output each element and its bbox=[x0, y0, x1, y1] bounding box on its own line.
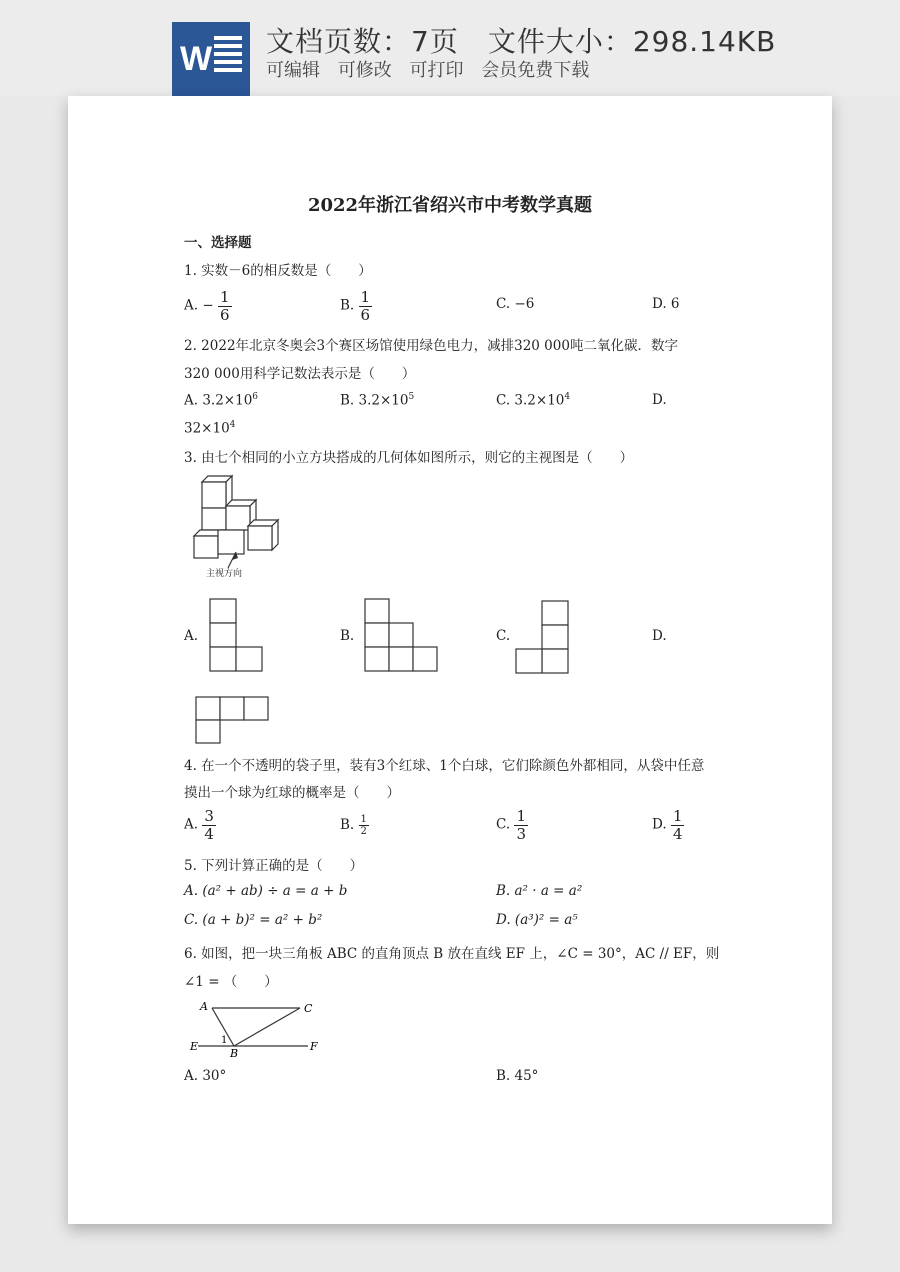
q4-option-b: B. $\frac{1}{2}$ bbox=[340, 814, 367, 837]
feature-printable: 可打印 bbox=[409, 60, 464, 81]
section-heading: 一、选择题 bbox=[184, 235, 252, 251]
q5-option-c: C. (a + b)² = a² + b² bbox=[184, 912, 323, 928]
q6-label-a: A bbox=[200, 1000, 208, 1013]
q6-stem-line1: 6. 如图，把一块三角板 ABC 的直角顶点 B 放在直线 EF 上，∠C = 30°，AC // EF，则 bbox=[184, 946, 720, 962]
q3-option-b: B. bbox=[340, 628, 355, 644]
q6-label-angle1: 1 bbox=[221, 1035, 228, 1046]
feature-member-download: 会员免费下载 bbox=[481, 60, 590, 81]
q6-label-b: B bbox=[230, 1047, 239, 1060]
feature-modifiable: 可修改 bbox=[337, 60, 392, 81]
word-logo-letter: W bbox=[180, 40, 213, 78]
q2-option-c: C. $3.2\times 10^4$ bbox=[496, 392, 571, 409]
q3-option-b-figure bbox=[363, 598, 443, 672]
q6-triangle-figure bbox=[188, 996, 328, 1058]
q6-label-f: F bbox=[310, 1040, 318, 1053]
q2-option-b: B. $3.2\times 10^5$ bbox=[340, 392, 415, 409]
word-logo-lines bbox=[214, 36, 242, 76]
q4-stem-line1: 4. 在一个不透明的袋子里，装有3个红球、1个白球，它们除颜色外都相同，从袋中任意 bbox=[184, 758, 705, 774]
q1-option-b: B. $\frac{1}{6}$ bbox=[340, 288, 371, 324]
q4-option-d: D. $\frac{1}{4}$ bbox=[652, 807, 683, 843]
q1-option-d: D. 6 bbox=[652, 296, 680, 312]
doc-title: 2022年浙江省绍兴市中考数学真题 bbox=[307, 195, 593, 216]
q3-option-c-figure bbox=[516, 600, 572, 674]
q3-option-c: C. bbox=[496, 628, 511, 644]
q2-stem-line2: 320 000用科学记数法表示是（ ） bbox=[184, 366, 416, 382]
q5-option-d: D. (a³)² = a⁵ bbox=[496, 912, 578, 928]
q3-stem: 3. 由七个相同的小立方块搭成的几何体如图所示，则它的主视图是（ ） bbox=[184, 450, 634, 466]
doc-info-title: 文档页数：7页 文件大小：298.14KB bbox=[266, 25, 777, 58]
q3-option-a-figure bbox=[208, 598, 264, 672]
doc-features bbox=[266, 56, 601, 82]
q3-option-d-figure bbox=[194, 696, 274, 746]
q2-option-d-label: D. bbox=[652, 392, 667, 408]
word-doc-icon bbox=[172, 22, 250, 96]
q6-stem-line2: ∠1 = （ ） bbox=[184, 974, 278, 990]
q1-option-a: A. − $\frac{1}{6}$ bbox=[184, 288, 230, 324]
q4-stem-line2: 摸出一个球为红球的概率是（ ） bbox=[184, 785, 400, 801]
q6-label-e: E bbox=[190, 1040, 199, 1053]
feature-editable: 可编辑 bbox=[266, 60, 320, 81]
q4-option-c: C. $\frac{1}{3}$ bbox=[496, 807, 526, 843]
header-bar bbox=[0, 0, 900, 96]
q3-view-direction-label: 主视方向 bbox=[206, 569, 243, 579]
q5-option-b: B. a² · a = a² bbox=[496, 883, 583, 899]
q5-stem: 5. 下列计算正确的是（ ） bbox=[184, 858, 364, 874]
q2-option-d-value: $32\times 10^4$ bbox=[184, 420, 236, 437]
q1-stem: 1. 实数－6的相反数是（ ） bbox=[184, 263, 372, 279]
q4-option-a: A. $\frac{3}{4}$ bbox=[184, 807, 214, 843]
q3-option-a: A. bbox=[184, 628, 199, 644]
q6-label-c: C bbox=[304, 1002, 313, 1015]
q2-option-a: A. $3.2\times 10^6$ bbox=[184, 392, 259, 409]
q1-option-c: C. −6 bbox=[496, 296, 535, 312]
q5-option-a: A. (a² + ab) ÷ a = a + b bbox=[184, 883, 348, 899]
q3-option-d: D. bbox=[652, 628, 667, 644]
q2-stem-line1: 2. 2022年北京冬奥会3个赛区场馆使用绿色电力，减排320 000吨二氧化碳．数字 bbox=[184, 338, 678, 354]
document-page bbox=[68, 96, 832, 1224]
q6-option-b: B. 45° bbox=[496, 1068, 539, 1084]
q6-option-a: A. 30° bbox=[184, 1068, 227, 1084]
